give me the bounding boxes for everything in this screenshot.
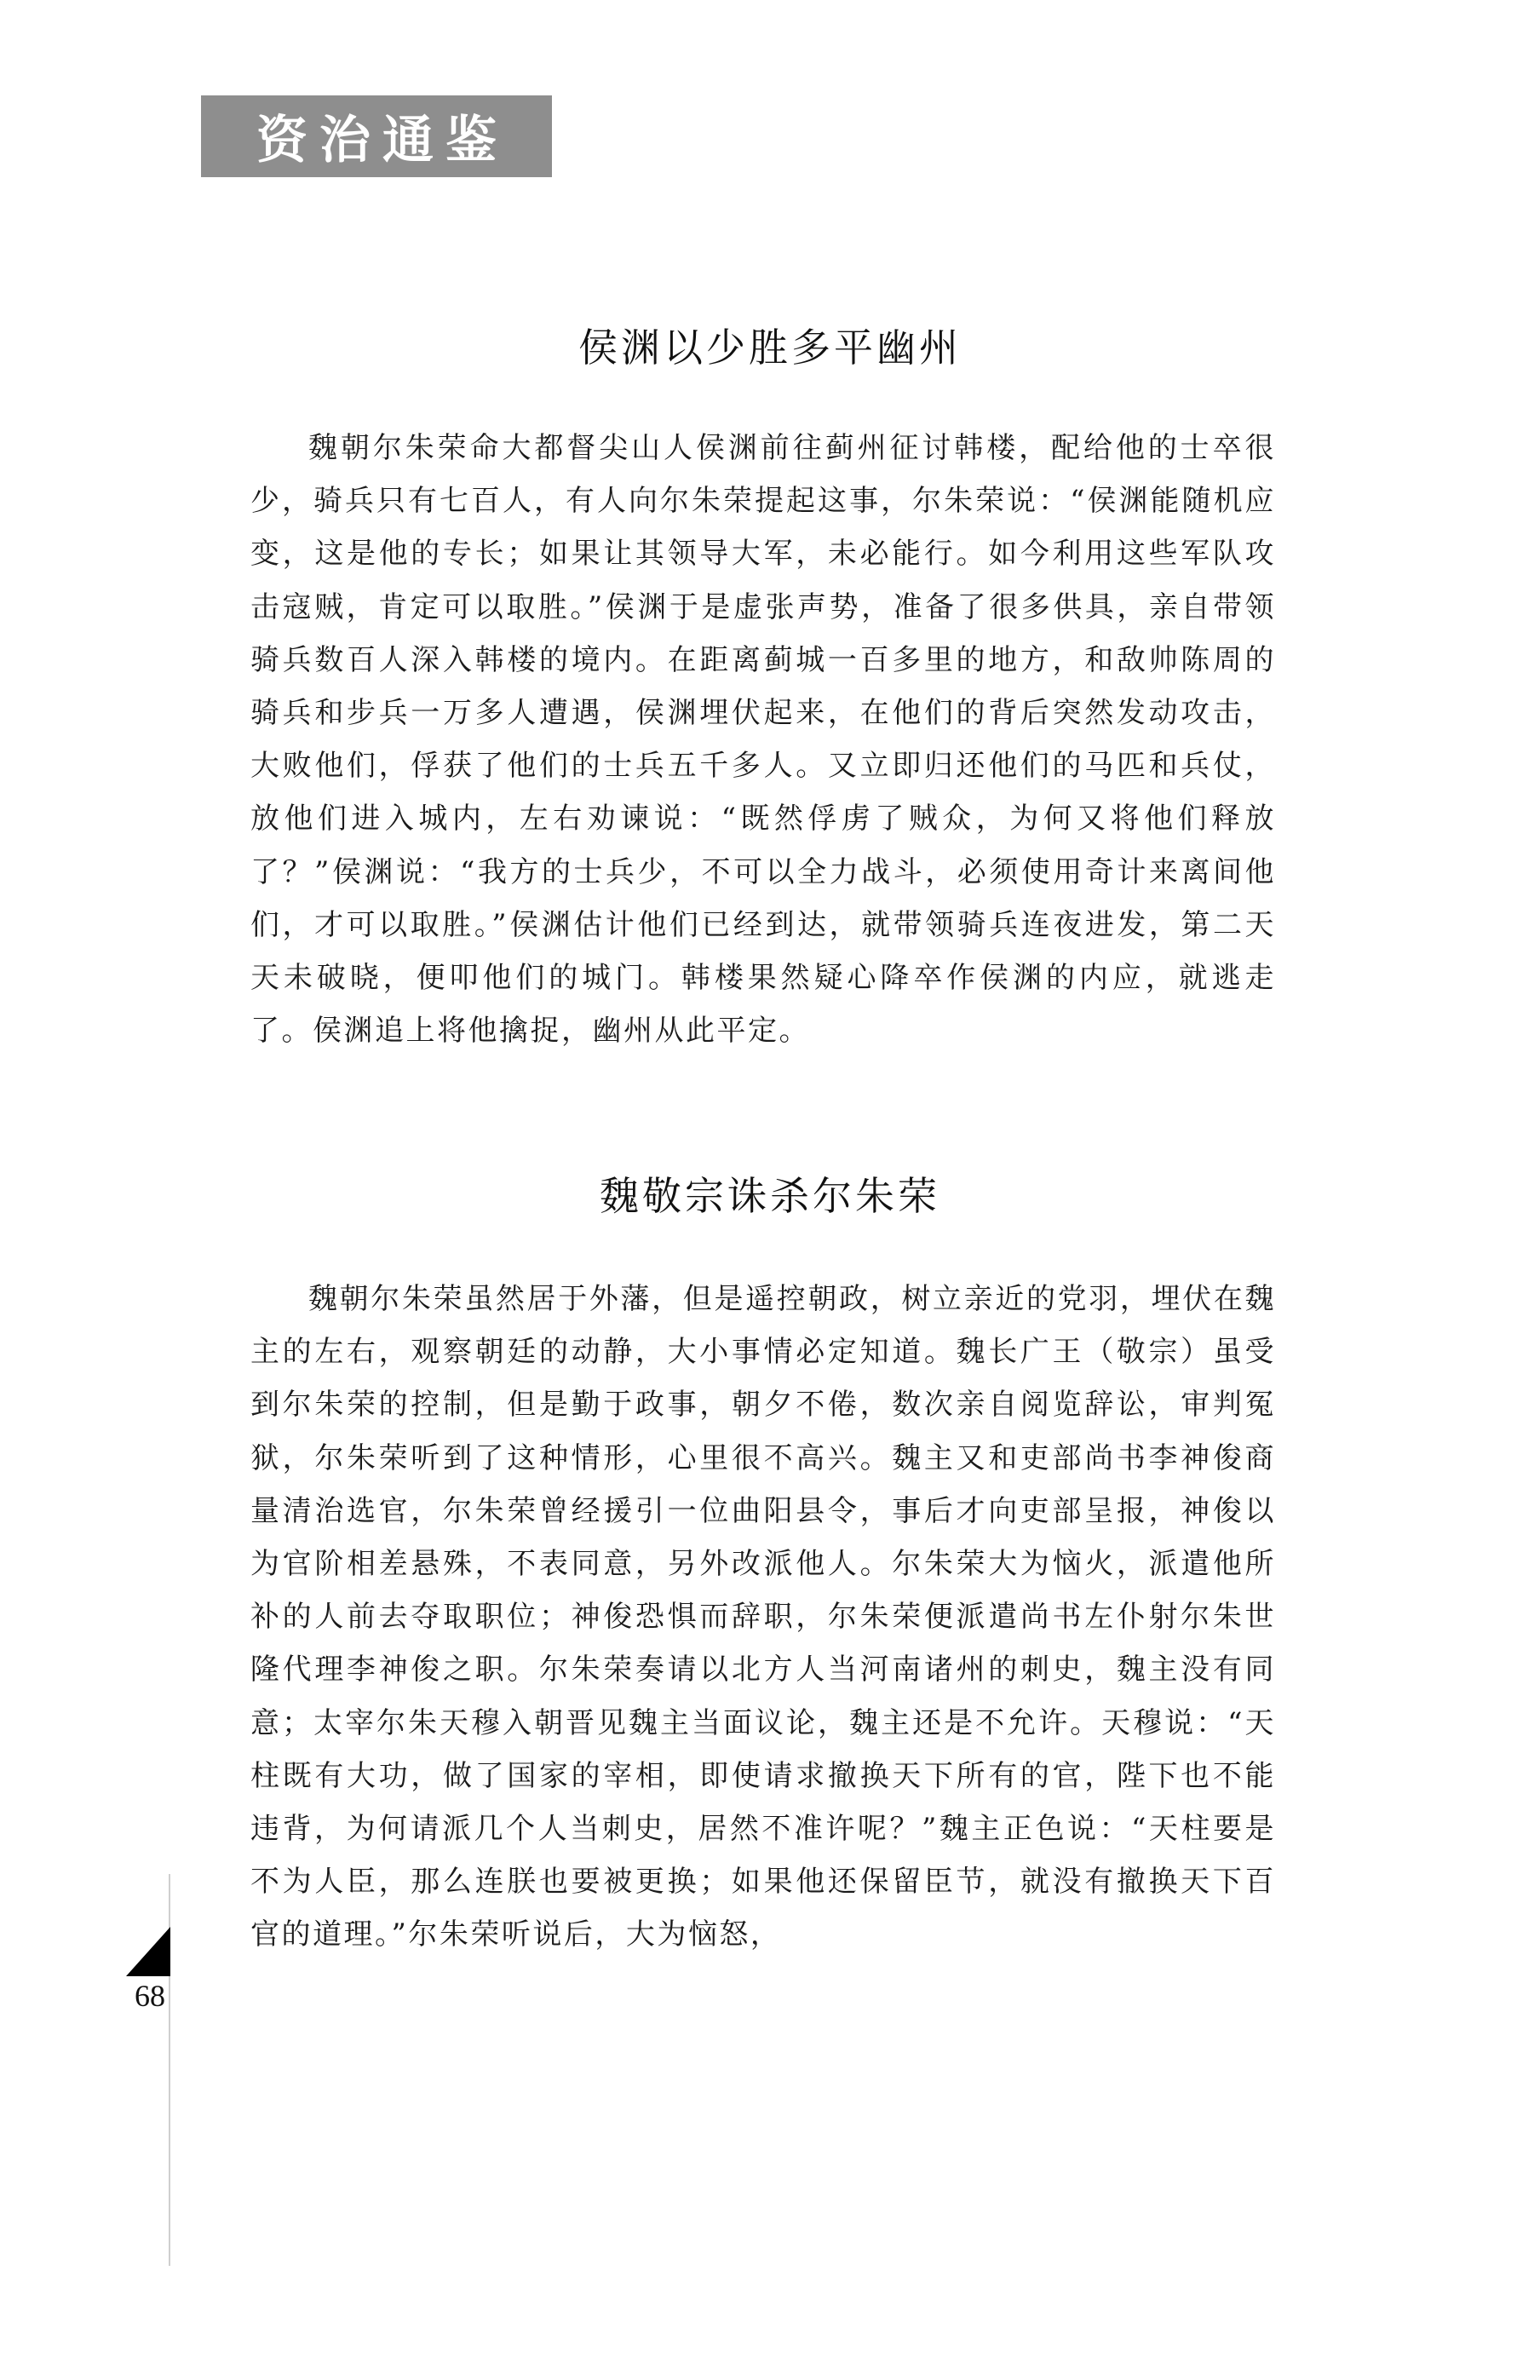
section-body-houyuan — [250, 422, 1276, 1057]
section-title-houyuan: 侯渊以少胜多平幽州 — [578, 325, 962, 371]
section-body-jingzong — [250, 1273, 1276, 1962]
book-title-banner — [201, 95, 552, 177]
paragraph: 魏朝尔朱荣命大都督尖山人侯渊前往蓟州征讨韩楼，配给他的士卒很少，骑兵只有七百人，有人向尔朱荣提起这事，尔朱荣说：“侯渊能随机应变，这是他的专长；如果让其领导大军，未必能行。如今利用这些军队攻击寇贼，肯定可以取胜。”侯渊于是虚张声势，准备了很多供具，亲自带领骑兵数百人深入韩楼的境内。在距离蓟城一百多里的地方，和敌帅陈周的骑兵和步兵一万多人遭遇，侯渊埋伏起来，在他们的背后突然发动攻击，大败他们，俘获了他们的士兵五千多人。又立即归还他们的马匹和兵仗，放他们进入城内，左右劝谏说：“既然俘虏了贼众，为何又将他们释放了？”侯渊说：“我方的士兵少，不可以全力战斗，必须使用奇计来离间他们，才可以取胜。”侯渊估计他们已经到达，就带领骑兵连夜进发，第二天天未破晓，便叩他们的城门。韩楼果然疑心降卒作侯渊的内应，就逃走了。侯渊追上将他擒捉，幽州从此平定。 — [250, 431, 1276, 1049]
page-number: 68 — [135, 1979, 165, 2013]
paragraph: 魏朝尔朱荣虽然居于外藩，但是遥控朝政，树立亲近的党羽，埋伏在魏主的左右，观察朝廷的动静，大小事情必定知道。魏长广王（敬宗）虽受到尔朱荣的控制，但是勤于政事，朝夕不倦，数次亲自阅览辞讼，审判冤狱，尔朱荣听到了这种情形，心里很不高兴。魏主又和吏部尚书李神俊商量清治选官，尔朱荣曾经援引一位曲阳县令，事后才向吏部呈报，神俊以为官阶相差悬殊，不表同意，另外改派他人。尔朱荣大为恼火，派遣他所补的人前去夺取职位；神俊恐惧而辞职，尔朱荣便派遣尚书左仆射尔朱世隆代理李神俊之职。尔朱荣奏请以北方人当河南诸州的刺史，魏主没有同意；太宰尔朱天穆入朝晋见魏主当面议论，魏主还是不允许。天穆说：“天柱既有大功，做了国家的宰相，即使请求撤换天下所有的官，陛下也不能违背，为何请派几个人当刺史，居然不准许呢？”魏主正色说：“天柱要是不为人臣，那么连朕也要被更换；如果他还保留臣节，就没有撤换天下百官的道理。”尔朱荣听说后，大为恼怒， — [250, 1282, 1276, 1952]
section-title-jingzong: 魏敬宗诛杀尔朱荣 — [600, 1173, 940, 1219]
book-title: 资治通鉴 — [256, 111, 509, 170]
page-corner-triangle-icon — [126, 1927, 170, 1976]
